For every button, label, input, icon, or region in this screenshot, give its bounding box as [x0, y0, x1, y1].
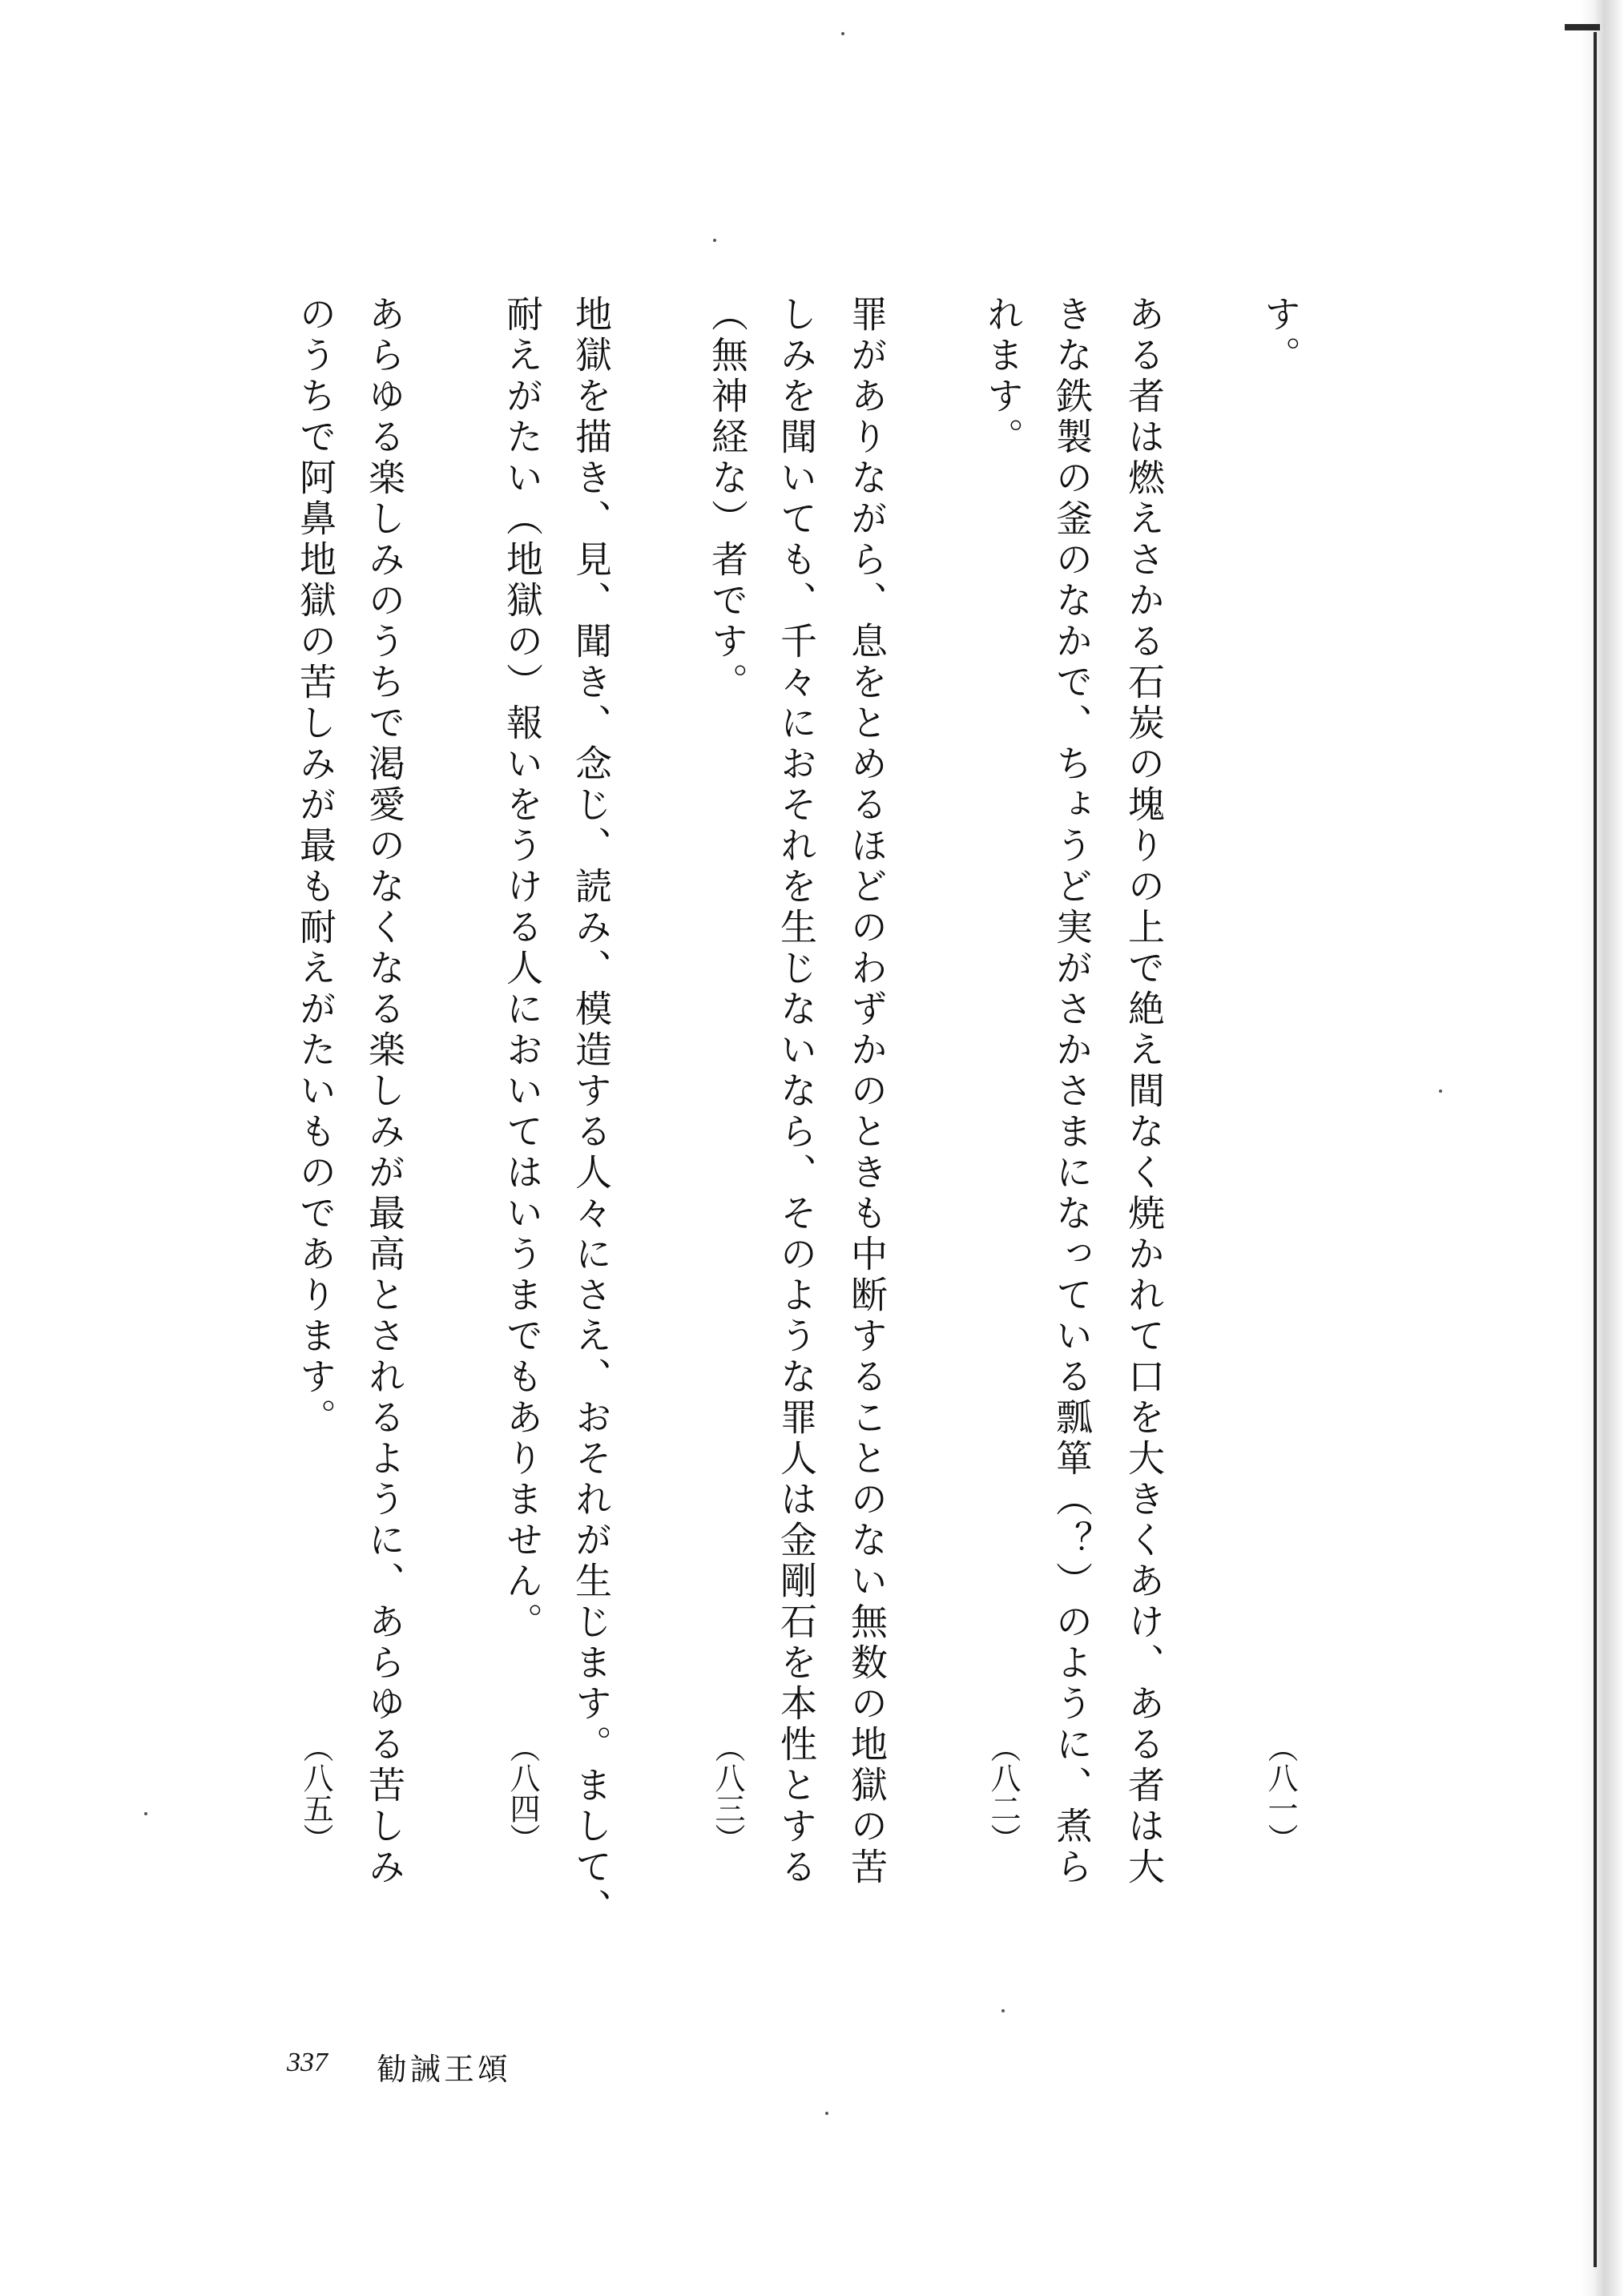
text-column: しみを聞いても、千々におそれを生じないなら、そのような罪人は金剛石を本性とする: [775, 295, 818, 1888]
verse-number: （八二）: [985, 1732, 1021, 1854]
verse-number: （八一）: [1263, 1732, 1298, 1854]
binding-mark: [1565, 24, 1600, 30]
text-column: す。: [1259, 295, 1302, 377]
text-column: あらゆる楽しみのうちで渇愛のなくなる楽しみが最高とされるように、あらゆる苦しみ: [363, 295, 406, 1888]
text-column: ある者は燃えさかる石炭の塊りの上で絶え間なく焼かれて口を大きくあけ、ある者は大: [1122, 295, 1166, 1888]
text-column: のうちで阿鼻地獄の苦しみが最も耐えがたいものであります。: [294, 295, 337, 1439]
text-column: （無神経な）者です。: [706, 295, 749, 703]
text-column: 耐えがたい（地獄の）報いをうける人においてはいうまでもありません。: [501, 295, 544, 1643]
verse-number: （八四）: [505, 1732, 540, 1854]
text-column: きな鉄製の釜のなかで、ちょうど実がさかさまになっている瓢箪（？）のように、煮ら: [1050, 295, 1094, 1888]
scan-speck: [713, 239, 716, 242]
running-head: 勧誡王頌: [377, 2052, 512, 2087]
scan-speck: [825, 2112, 828, 2115]
text-column: 罪がありながら、息をとめるほどのわずかのときも中断することのない無数の地獄の苦: [845, 295, 889, 1888]
binding-line: [1594, 32, 1597, 2267]
verse-number: （八三）: [710, 1732, 745, 1854]
text-column: 地獄を描き、見、聞き、念じ、読み、模造する人々にさえ、おそれが生じます。まして、: [570, 295, 613, 1929]
page-number: 337: [287, 2048, 328, 2077]
scan-speck: [1001, 2009, 1005, 2012]
scan-speck: [841, 32, 844, 35]
text-column: れます。: [981, 295, 1025, 458]
scan-speck: [144, 1812, 147, 1815]
scan-speck: [1439, 1090, 1442, 1093]
verse-number: （八五）: [298, 1732, 333, 1854]
book-spine-edge: [1581, 0, 1624, 2296]
